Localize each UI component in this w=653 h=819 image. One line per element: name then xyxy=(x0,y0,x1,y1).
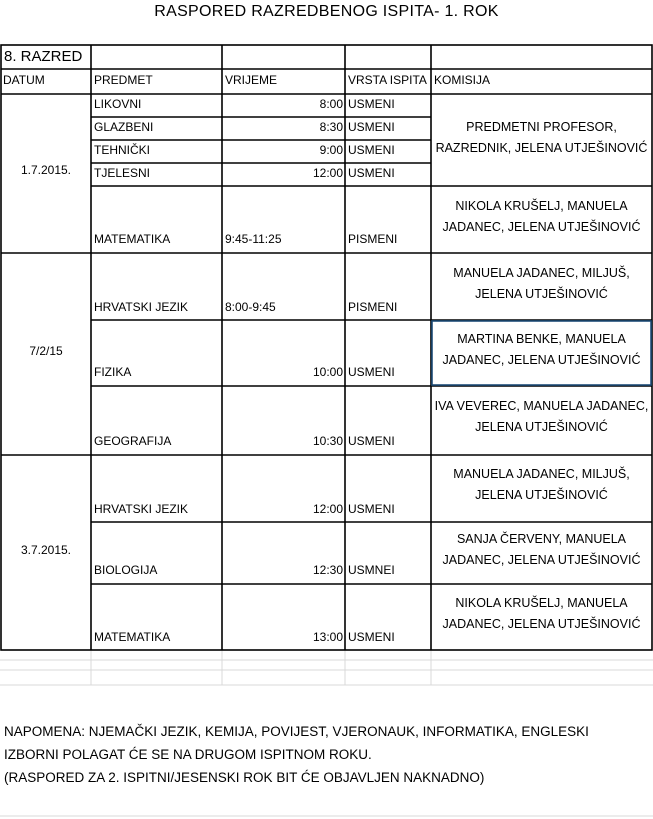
class-label: 8. RAZRED xyxy=(4,48,83,65)
exam-type-cell: USMENI xyxy=(348,166,395,180)
commission-cell: MANUELA JADANEC, MILJUŠ, JELENA UTJEŠINOVIĆ xyxy=(453,467,630,502)
exam-type-cell: USMENI xyxy=(348,630,395,644)
subject-cell: GEOGRAFIJA xyxy=(94,434,172,448)
exam-type-cell: USMNEI xyxy=(348,563,395,577)
subject-cell: LIKOVNI xyxy=(94,97,142,111)
date-cell: 3.7.2015. xyxy=(20,543,72,557)
header-vrijeme: VRIJEME xyxy=(225,73,278,87)
header-vrsta-ispita: VRSTA ISPITA xyxy=(348,73,427,87)
time-cell: 8:30 xyxy=(319,120,343,134)
time-cell: 9:45-11:25 xyxy=(225,232,282,246)
exam-type-cell: USMENI xyxy=(348,143,395,157)
time-cell: 12:00 xyxy=(312,166,343,180)
time-cell: 12:00 xyxy=(312,502,343,516)
exam-type-cell: USMENI xyxy=(348,434,395,448)
commission-cell: PREDMETNI PROFESOR, RAZREDNIK, JELENA UTJEŠINOVIĆ xyxy=(435,120,648,155)
note-line: NAPOMENA: NJEMAČKI JEZIK, KEMIJA, POVIJEST, VJERONAUK, INFORMATIKA, ENGLESKI xyxy=(4,724,589,739)
date-cell: 7/2/15 xyxy=(29,344,63,358)
commission-cell: NIKOLA KRUŠELJ, MANUELA JADANEC, JELENA UTJEŠINOVIĆ xyxy=(442,596,641,631)
commission-cell: MANUELA JADANEC, MILJUŠ, JELENA UTJEŠINOVIĆ xyxy=(453,266,630,301)
commission-cell: SANJA ČERVENY, MANUELA JADANEC, JELENA UTJEŠINOVIĆ xyxy=(442,532,641,567)
exam-type-cell: PISMENI xyxy=(348,232,398,246)
subject-cell: MATEMATIKA xyxy=(94,630,171,644)
header-datum: DATUM xyxy=(3,73,45,87)
subject-cell: TJELESNI xyxy=(94,166,151,180)
subject-cell: HRVATSKI JEZIK xyxy=(94,300,189,314)
note-line: (RASPORED ZA 2. ISPITNI/JESENSKI ROK BIT ĆE OBJAVLJEN NAKNADNO) xyxy=(4,770,485,785)
date-cell: 1.7.2015. xyxy=(20,163,72,177)
page-title: RASPORED RAZREDBENOG ISPITA- 1. ROK xyxy=(154,3,499,20)
exam-type-cell: USMENI xyxy=(348,502,395,516)
subject-cell: TEHNIČKI xyxy=(94,143,151,157)
time-cell: 10:00 xyxy=(312,365,343,379)
commission-cell: NIKOLA KRUŠELJ, MANUELA JADANEC, JELENA UTJEŠINOVIĆ xyxy=(442,199,641,234)
exam-type-cell: USMENI xyxy=(348,365,395,379)
subject-cell: GLAZBENI xyxy=(94,120,154,134)
header-komisija: KOMISIJA xyxy=(434,73,491,87)
subject-cell: FIZIKA xyxy=(94,365,132,379)
time-cell: 8:00-9:45 xyxy=(225,300,276,314)
commission-cell-selected[interactable]: MARTINA BENKE, MANUELA JADANEC, JELENA UTJEŠINOVIĆ xyxy=(442,332,641,367)
subject-cell: BIOLOGIJA xyxy=(94,563,158,577)
note-line: IZBORNI POLAGAT ĆE SE NA DRUGOM ISPITNOM ROKU. xyxy=(4,747,372,762)
commission-cell: IVA VEVEREC, MANUELA JADANEC, JELENA UTJEŠINOVIĆ xyxy=(434,399,649,434)
exam-type-cell: USMENI xyxy=(348,97,395,111)
header-predmet: PREDMET xyxy=(94,73,153,87)
subject-cell: HRVATSKI JEZIK xyxy=(94,502,189,516)
time-cell: 12:30 xyxy=(312,563,343,577)
exam-type-cell: USMENI xyxy=(348,120,395,134)
exam-type-cell: PISMENI xyxy=(348,300,398,314)
time-cell: 9:00 xyxy=(319,143,343,157)
subject-cell: MATEMATIKA xyxy=(94,232,171,246)
time-cell: 10:30 xyxy=(312,434,343,448)
time-cell: 8:00 xyxy=(319,97,343,111)
time-cell: 13:00 xyxy=(312,630,343,644)
